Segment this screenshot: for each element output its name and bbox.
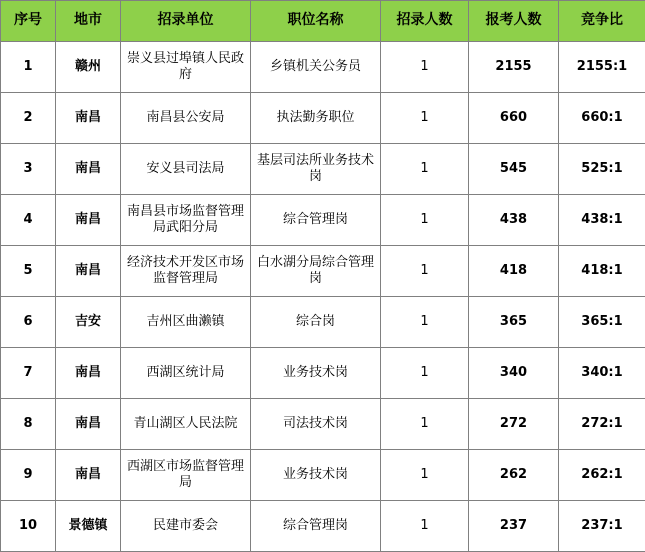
cell-no: 7 [1, 348, 56, 399]
cell-city: 南昌 [56, 144, 121, 195]
table-row [1, 246, 645, 297]
cell-city: 南昌 [56, 195, 121, 246]
table-row [1, 348, 645, 399]
cell-hire-count: 1 [381, 297, 469, 348]
cell-ratio: 525:1 [559, 144, 645, 195]
cell-post: 执法勤务职位 [251, 93, 381, 144]
cell-hire-count: 1 [381, 93, 469, 144]
table-row [1, 195, 645, 246]
cell-ratio: 418:1 [559, 246, 645, 297]
cell-unit: 吉州区曲濑镇 [121, 297, 251, 348]
cell-ratio: 660:1 [559, 93, 645, 144]
cell-applicant-count: 365 [469, 297, 559, 348]
cell-city: 景德镇 [56, 501, 121, 552]
cell-no: 2 [1, 93, 56, 144]
cell-ratio: 340:1 [559, 348, 645, 399]
cell-unit: 西湖区统计局 [121, 348, 251, 399]
header-row [1, 1, 645, 42]
cell-applicant-count: 340 [469, 348, 559, 399]
cell-hire-count: 1 [381, 195, 469, 246]
cell-city: 南昌 [56, 246, 121, 297]
cell-no: 10 [1, 501, 56, 552]
cell-unit: 南昌县公安局 [121, 93, 251, 144]
cell-unit: 西湖区市场监督管理局 [121, 450, 251, 501]
cell-unit: 青山湖区人民法院 [121, 399, 251, 450]
cell-city: 吉安 [56, 297, 121, 348]
cell-unit: 安义县司法局 [121, 144, 251, 195]
cell-ratio: 272:1 [559, 399, 645, 450]
table-row [1, 144, 645, 195]
cell-applicant-count: 262 [469, 450, 559, 501]
table-row [1, 399, 645, 450]
cell-hire-count: 1 [381, 450, 469, 501]
cell-unit: 民建市委会 [121, 501, 251, 552]
cell-unit: 崇义县过埠镇人民政府 [121, 42, 251, 93]
cell-hire-count: 1 [381, 348, 469, 399]
cell-hire-count: 1 [381, 501, 469, 552]
cell-post: 基层司法所业务技术岗 [251, 144, 381, 195]
column-header-no: 序号 [1, 1, 56, 42]
cell-city: 南昌 [56, 348, 121, 399]
cell-city: 南昌 [56, 93, 121, 144]
cell-post: 业务技术岗 [251, 450, 381, 501]
cell-hire-count: 1 [381, 144, 469, 195]
column-header-post: 职位名称 [251, 1, 381, 42]
cell-post: 综合管理岗 [251, 501, 381, 552]
cell-ratio: 2155:1 [559, 42, 645, 93]
cell-city: 南昌 [56, 450, 121, 501]
cell-no: 5 [1, 246, 56, 297]
cell-hire-count: 1 [381, 42, 469, 93]
cell-no: 3 [1, 144, 56, 195]
column-header-applicant-count: 报考人数 [469, 1, 559, 42]
column-header-city: 地市 [56, 1, 121, 42]
cell-ratio: 262:1 [559, 450, 645, 501]
table-row [1, 42, 645, 93]
column-header-hire-count: 招录人数 [381, 1, 469, 42]
cell-post: 业务技术岗 [251, 348, 381, 399]
cell-hire-count: 1 [381, 399, 469, 450]
cell-post: 司法技术岗 [251, 399, 381, 450]
cell-city: 南昌 [56, 399, 121, 450]
cell-ratio: 237:1 [559, 501, 645, 552]
cell-applicant-count: 272 [469, 399, 559, 450]
cell-applicant-count: 2155 [469, 42, 559, 93]
cell-post: 综合管理岗 [251, 195, 381, 246]
column-header-unit: 招录单位 [121, 1, 251, 42]
cell-post: 乡镇机关公务员 [251, 42, 381, 93]
cell-applicant-count: 237 [469, 501, 559, 552]
cell-no: 8 [1, 399, 56, 450]
cell-hire-count: 1 [381, 246, 469, 297]
cell-applicant-count: 545 [469, 144, 559, 195]
cell-no: 1 [1, 42, 56, 93]
table-row [1, 450, 645, 501]
table-row [1, 501, 645, 552]
cell-ratio: 438:1 [559, 195, 645, 246]
cell-post: 综合岗 [251, 297, 381, 348]
cell-no: 6 [1, 297, 56, 348]
cell-applicant-count: 660 [469, 93, 559, 144]
cell-unit: 经济技术开发区市场监督管理局 [121, 246, 251, 297]
table-header [1, 1, 645, 42]
cell-applicant-count: 418 [469, 246, 559, 297]
cell-city: 赣州 [56, 42, 121, 93]
cell-post: 白水湖分局综合管理岗 [251, 246, 381, 297]
cell-no: 4 [1, 195, 56, 246]
table-body [1, 42, 645, 552]
cell-applicant-count: 438 [469, 195, 559, 246]
table-row [1, 93, 645, 144]
cell-no: 9 [1, 450, 56, 501]
column-header-ratio: 竞争比 [559, 1, 645, 42]
cell-ratio: 365:1 [559, 297, 645, 348]
cell-unit: 南昌县市场监督管理局武阳分局 [121, 195, 251, 246]
table-row [1, 297, 645, 348]
